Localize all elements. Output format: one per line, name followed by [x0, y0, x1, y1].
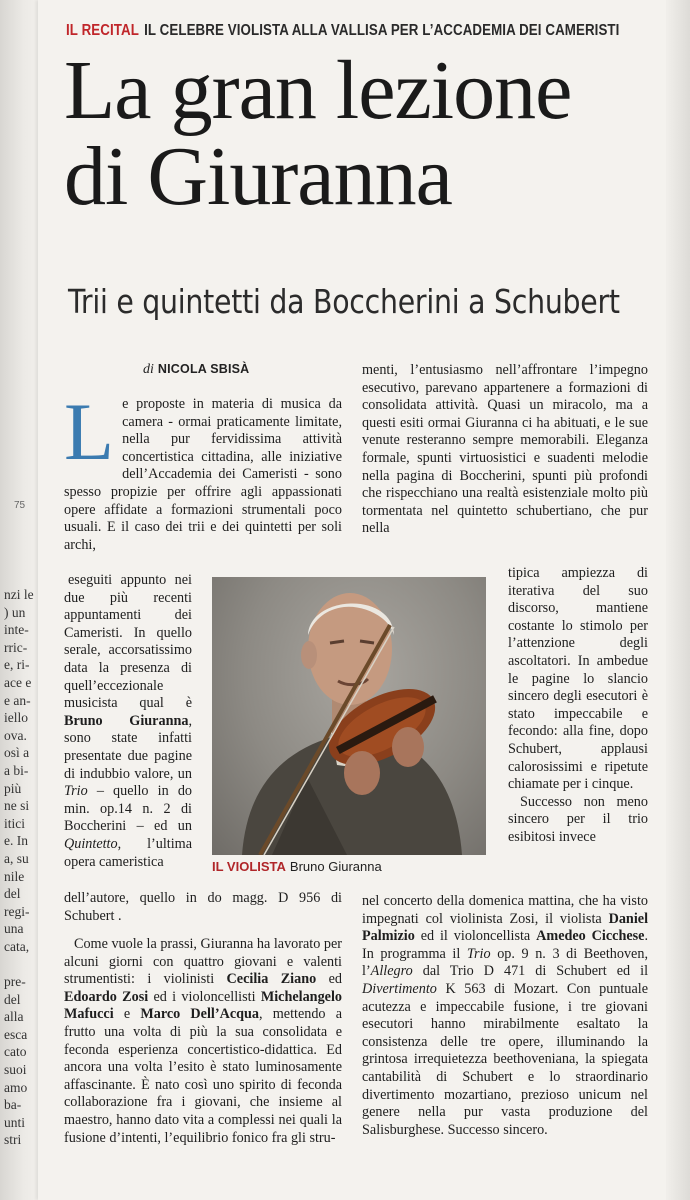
drop-cap: L: [64, 386, 115, 477]
edge-line: regi-: [4, 903, 30, 919]
narrow-text-2: , sono state infatti presentate due pagine di indubbio valore, un: [64, 712, 192, 782]
caption-tag: IL VIOLISTA: [212, 859, 286, 874]
p2-text: ed: [328, 971, 343, 988]
kicker: [66, 22, 620, 40]
col2-text: dal Trio D 471 di Schubert ed il: [422, 963, 649, 980]
p2-text: ed i violoncellisti: [153, 988, 256, 1005]
byline-author: NICOLA SBISÀ: [157, 362, 250, 376]
person-name: Edoardo Zosi: [64, 988, 149, 1005]
person-name: Michelangelo Mafucci: [64, 988, 342, 1023]
work-title: Allegro: [370, 963, 413, 980]
edge-line: ne si: [4, 798, 30, 814]
edge-line: stri: [4, 1132, 22, 1148]
edge-line: nzi le: [4, 587, 34, 602]
person-name: Amedeo Cicchese: [536, 928, 645, 945]
article-column-1-end: [64, 890, 342, 925]
narrow-text-4: , l’ultima opera cameristica: [64, 835, 192, 870]
edge-line: a bi-: [4, 762, 29, 778]
article-column-2-bottom: [362, 893, 648, 1139]
edge-line: ace e: [4, 674, 32, 690]
narrow-text-3: – quello in do min. op.14 n. 2 di Boccherini – ed un: [64, 783, 193, 835]
violist-photo: [212, 577, 486, 855]
col2-text: ed il violoncellista: [420, 928, 531, 945]
edge-line: e an-: [4, 692, 31, 708]
photo-caption: [212, 859, 492, 874]
article-column-2-narrow: [508, 565, 648, 847]
headline: [64, 44, 664, 223]
edge-line: esca: [4, 1026, 28, 1042]
headline-line-2: di Giuranna: [64, 130, 452, 223]
person-name: Cecilia Ziano: [226, 971, 317, 988]
article-column-1-narrow: [64, 572, 192, 871]
edge-line: una: [4, 921, 24, 937]
edge-line: pre-: [4, 974, 26, 990]
p2-text: Come vuole la prassi, Giuranna ha lavorato per alcuni giorni con quattro giovani e valenti strumentisti: i violinisti: [64, 936, 342, 988]
edge-line: suoi: [4, 1062, 27, 1078]
article-lead-text: e proposte in materia di musica da camera - ormai praticamente limitate, nella pur fervidissima attività concertistica cittadina, alle iniziative dell’Accademia dei Cameristi - sono spesso propizie per offrire agli appassionati opere affidate a formazioni strumentali poco usuali. E il caso dei trii e dei quintetti per soli archi,: [64, 396, 342, 553]
narrow-text-1: eseguiti appunto nei due più recenti appuntamenti dei Cameristi. In quello serale, accorsatissimo data la presenza di quell’eccezionale musicista qual è: [64, 572, 192, 712]
kicker-tag: IL RECITAL: [66, 22, 139, 39]
column-2-narrow-text-2: Successo non meno sincero per il trio esibitosi invece: [508, 793, 648, 845]
edge-line: ova.: [4, 727, 27, 743]
article-column-2-top: [362, 362, 648, 538]
edge-line: ba-: [4, 1097, 22, 1113]
byline-di: di: [143, 362, 154, 377]
p2-text: , mettendo a frutto una volta di più la sua consolidata e feconda esperienza concertistico-didattica. Ed ancora una volta l’esito è stato luminosamente affascinante. È nato così uno spirito di feconda collaborazione fra i giovani, che insieme al maestro, hanno dato vita a complessi nei quali la fusione d’intenti, l’equilibrio fonico fra gli stru-: [64, 1006, 343, 1146]
edge-line: cato: [4, 1044, 27, 1060]
edge-line: e. In: [4, 833, 28, 849]
edge-line: più: [4, 780, 22, 796]
person-name: Daniel Palmizio: [362, 910, 649, 945]
work-title: Divertimento: [362, 980, 437, 997]
edge-line: itici: [4, 815, 25, 831]
edge-line: osì a: [4, 745, 30, 761]
adjacent-column-fragment: [4, 586, 38, 1149]
edge-line: amo: [4, 1079, 28, 1095]
edge-line: [4, 955, 38, 973]
col2-text: K 563 di Mozart. Con puntuale acutezza e impeccabile fusione, i tre giovani esecutori hanno mirabilmente esaltato la consistenza delle tre opere, illuminando la grintosa irrequietezza beethoveniana, la spiegata cantabilità di Schubert e lo straordinario divertimento mozartiano, prezioso unicum nel genere nella pur vasta produzione del Salisburghese. Successo sincero.: [362, 980, 648, 1138]
edge-line: ) un: [4, 604, 26, 620]
edge-line: nile: [4, 868, 25, 884]
byline: [143, 362, 249, 378]
kicker-text: IL CELEBRE VIOLISTA ALLA VALLISA PER L’ACCADEMIA DEI CAMERISTI: [144, 22, 620, 39]
edge-line: iello: [4, 710, 28, 726]
col2-text: . In programma il: [362, 928, 649, 962]
edge-line: cata,: [4, 938, 30, 954]
margin-note: 75: [14, 500, 26, 511]
work-title: Quintetto: [64, 835, 118, 852]
edge-line: rric-: [4, 639, 28, 655]
edge-line: del: [4, 991, 21, 1007]
edge-line: alla: [4, 1009, 24, 1025]
edge-line: unti: [4, 1114, 26, 1130]
edge-line: del: [4, 886, 21, 902]
person-name: Bruno Giuranna: [64, 712, 189, 729]
person-name: Marco Dell’Acqua: [140, 1006, 259, 1023]
column-2-narrow-text: tipica ampiezza di iterativa del suo discorso, mantiene costante lo stimolo per l’attenzione degli ascoltatori. In ambedue le pagine lo slancio sincero degli esecutori è stato impeccabile e fecondo: alla fine, dopo Schubert, applausi calorosissimi e ripetute chiamate per i cinque.: [508, 565, 648, 793]
col2-text: nel concerto della domenica mattina, che ha visto impegnati col violinista Zosi, il violista: [362, 893, 648, 927]
edge-line: a, su: [4, 850, 29, 866]
headline-line-1: La gran lezione: [64, 44, 572, 137]
p2-text: e: [123, 1006, 131, 1023]
edge-line: inte-: [4, 622, 29, 638]
work-title: Trio: [64, 783, 88, 800]
column-2-top-text: menti, l’entusiasmo nell’affrontare l’impegno esecutivo, parevano appartenere a formazioni di consolidata attività. Quasi un miracolo, ma a questi esiti ormai Giuranna ci ha abituati, e le sue venute resteranno sempre memorabili. Eleganza formale, spunti virtuosistici e suadenti melodie nella pagina di Boccherini, spunti più profondi che rispecchiano una realtà esistenziale molto più tormentata nel quintetto schubertiano, che pur nella: [362, 362, 648, 537]
work-title: Trio: [466, 945, 491, 962]
col2-text: op. 9 n. 3 di Beethoven, l’: [362, 945, 648, 980]
article-column-1-top: [64, 386, 342, 554]
subheadline: Trii e quintetti da Boccherini a Schubert: [68, 282, 620, 321]
article-column-1-paragraph-2: [64, 936, 342, 1147]
edge-line: e, ri-: [4, 657, 30, 673]
column-1-end-text: dell’autore, quello in do magg. D 956 di Schubert .: [64, 890, 342, 924]
caption-name: Bruno Giuranna: [289, 859, 382, 874]
scan-right-margin: [666, 0, 690, 1200]
violinist-illustration: [212, 577, 486, 855]
